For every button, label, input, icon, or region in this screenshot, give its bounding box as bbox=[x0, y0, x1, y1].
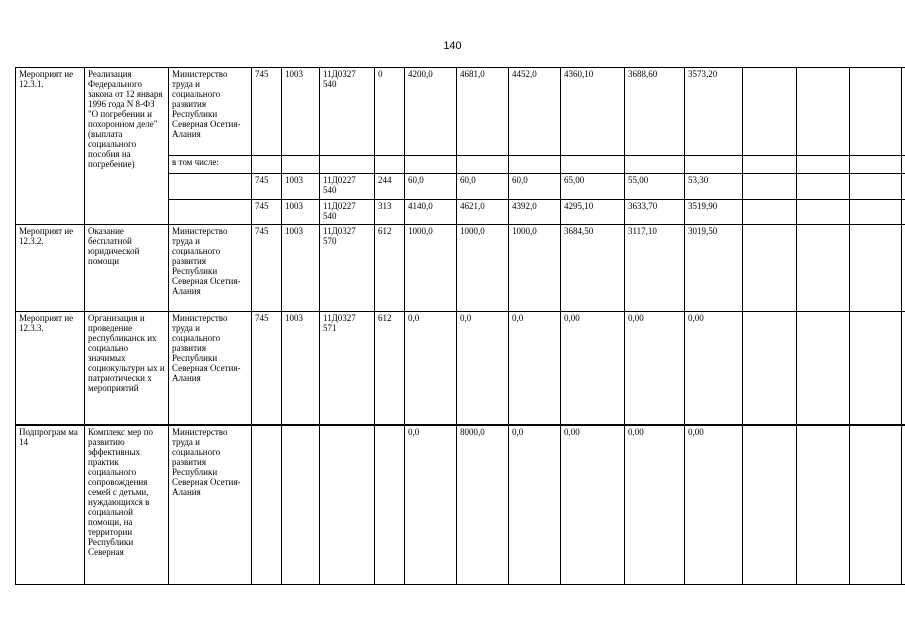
empty-cell bbox=[902, 425, 905, 585]
including-label: в том числе: bbox=[169, 156, 252, 174]
amount-cell: 0,0 bbox=[457, 312, 509, 425]
vr-cell: 612 bbox=[375, 225, 405, 312]
csr-cell: 11Д0327 571 bbox=[320, 312, 375, 425]
event-id-cell: Мероприят ие 12.3.1. bbox=[16, 68, 85, 225]
rzpr-cell: 1003 bbox=[282, 225, 320, 312]
empty-cell bbox=[252, 425, 282, 585]
empty-cell bbox=[797, 174, 850, 200]
page-number: 140 bbox=[443, 40, 462, 52]
vr-cell: 612 bbox=[375, 312, 405, 425]
empty-cell bbox=[850, 68, 902, 156]
amount-cell: 4681,0 bbox=[457, 68, 509, 156]
amount-cell: 1000,0 bbox=[405, 225, 457, 312]
amount-cell: 55,00 bbox=[625, 174, 685, 200]
amount-cell: 8000,0 bbox=[457, 425, 509, 585]
rzpr-cell: 1003 bbox=[282, 312, 320, 425]
amount-cell: 3019,50 bbox=[685, 225, 743, 312]
empty-cell bbox=[850, 200, 902, 225]
event-id-cell: Мероприят ие 12.3.2. bbox=[16, 225, 85, 312]
amount-cell: 0,0 bbox=[509, 425, 561, 585]
empty-cell bbox=[405, 156, 457, 174]
amount-cell: 0,0 bbox=[405, 425, 457, 585]
empty-cell bbox=[375, 425, 405, 585]
executor-cell: Министерство труда и социального развития Республики Северная Осетия-Алания bbox=[169, 225, 252, 312]
empty-cell bbox=[850, 225, 902, 312]
csr-cell: 11Д0227 540 bbox=[320, 200, 375, 225]
amount-cell: 4140,0 bbox=[405, 200, 457, 225]
empty-cell bbox=[743, 225, 797, 312]
empty-cell bbox=[797, 312, 850, 425]
amount-cell: 4200,0 bbox=[405, 68, 457, 156]
amount-cell: 53,30 bbox=[685, 174, 743, 200]
amount-cell: 0,0 bbox=[509, 312, 561, 425]
empty-cell bbox=[797, 156, 850, 174]
empty-cell bbox=[169, 174, 252, 200]
empty-cell bbox=[320, 156, 375, 174]
empty-cell bbox=[902, 156, 905, 174]
empty-cell bbox=[169, 200, 252, 225]
empty-cell bbox=[282, 156, 320, 174]
empty-cell bbox=[743, 68, 797, 156]
empty-cell bbox=[375, 156, 405, 174]
amount-cell: 60,0 bbox=[457, 174, 509, 200]
csr-cell: 11Д0327 570 bbox=[320, 225, 375, 312]
vr-cell: 0 bbox=[375, 68, 405, 156]
amount-cell: 0,00 bbox=[625, 425, 685, 585]
table-row bbox=[16, 312, 905, 425]
empty-cell bbox=[850, 425, 902, 585]
amount-cell: 4452,0 bbox=[509, 68, 561, 156]
rzpr-cell: 1003 bbox=[282, 68, 320, 156]
table-row bbox=[16, 225, 905, 312]
amount-cell: 1000,0 bbox=[457, 225, 509, 312]
amount-cell: 0,00 bbox=[625, 312, 685, 425]
empty-cell bbox=[902, 68, 905, 156]
amount-cell: 0,00 bbox=[561, 425, 625, 585]
grbs-cell: 745 bbox=[252, 312, 282, 425]
grbs-cell: 745 bbox=[252, 225, 282, 312]
event-id-cell: Подпрограм ма 14 bbox=[16, 425, 85, 585]
executor-cell: Министерство труда и социального развития Республики Северная Осетия-Алания bbox=[169, 425, 252, 585]
vr-cell: 244 bbox=[375, 174, 405, 200]
amount-cell: 3573,20 bbox=[685, 68, 743, 156]
empty-cell bbox=[902, 225, 905, 312]
empty-cell bbox=[743, 312, 797, 425]
grbs-cell: 745 bbox=[252, 68, 282, 156]
amount-cell: 4295,10 bbox=[561, 200, 625, 225]
vr-cell: 313 bbox=[375, 200, 405, 225]
empty-cell bbox=[850, 156, 902, 174]
amount-cell: 0,00 bbox=[685, 425, 743, 585]
empty-cell bbox=[282, 425, 320, 585]
empty-cell bbox=[743, 200, 797, 225]
amount-cell: 65,00 bbox=[561, 174, 625, 200]
amount-cell: 60,0 bbox=[509, 174, 561, 200]
amount-cell: 3117,10 bbox=[625, 225, 685, 312]
grbs-cell: 745 bbox=[252, 174, 282, 200]
empty-cell bbox=[797, 425, 850, 585]
rzpr-cell: 1003 bbox=[282, 174, 320, 200]
empty-cell bbox=[320, 425, 375, 585]
empty-cell bbox=[902, 174, 905, 200]
budget-table bbox=[15, 67, 905, 585]
empty-cell bbox=[902, 200, 905, 225]
event-name-cell: Комплекс мер по развитию эффективных практик социального сопровождения семей с детьми, нуждающихся в социальной помощи, на территории Республики Северная bbox=[85, 425, 169, 585]
amount-cell: 0,00 bbox=[685, 312, 743, 425]
amount-cell: 3688,60 bbox=[625, 68, 685, 156]
grbs-cell: 745 bbox=[252, 200, 282, 225]
executor-cell: Министерство труда и социального развития Республики Северная Осетия-Алания bbox=[169, 68, 252, 156]
csr-cell: 11Д0327 540 bbox=[320, 68, 375, 156]
event-name-cell: Оказание бесплатной юридической помощи bbox=[85, 225, 169, 312]
empty-cell bbox=[561, 156, 625, 174]
empty-cell bbox=[797, 225, 850, 312]
empty-cell bbox=[743, 174, 797, 200]
amount-cell: 3684,50 bbox=[561, 225, 625, 312]
amount-cell: 60,0 bbox=[405, 174, 457, 200]
csr-cell: 11Д0227 540 bbox=[320, 174, 375, 200]
amount-cell: 4392,0 bbox=[509, 200, 561, 225]
amount-cell: 4621,0 bbox=[457, 200, 509, 225]
empty-cell bbox=[509, 156, 561, 174]
empty-cell bbox=[252, 156, 282, 174]
empty-cell bbox=[625, 156, 685, 174]
event-name-cell: Реализация Федерального закона от 12 января 1996 года N 8-ФЗ "О погребении и похоронном деле" (выплата социального пособия на погребение) bbox=[85, 68, 169, 225]
empty-cell bbox=[902, 312, 905, 425]
empty-cell bbox=[743, 156, 797, 174]
table-row bbox=[16, 68, 905, 156]
empty-cell bbox=[797, 200, 850, 225]
empty-cell bbox=[850, 174, 902, 200]
event-id-cell: Мероприят ие 12.3.3. bbox=[16, 312, 85, 425]
amount-cell: 3633,70 bbox=[625, 200, 685, 225]
executor-cell: Министерство труда и социального развития Республики Северная Осетия-Алания bbox=[169, 312, 252, 425]
amount-cell: 1000,0 bbox=[509, 225, 561, 312]
amount-cell: 0,00 bbox=[561, 312, 625, 425]
event-name-cell: Организация и проведение республиканск их социально значимых социокультурн ых и патриотически х мероприятий bbox=[85, 312, 169, 425]
rzpr-cell: 1003 bbox=[282, 200, 320, 225]
table-row bbox=[16, 425, 905, 585]
amount-cell: 4360,10 bbox=[561, 68, 625, 156]
empty-cell bbox=[797, 68, 850, 156]
amount-cell: 0,0 bbox=[405, 312, 457, 425]
empty-cell bbox=[743, 425, 797, 585]
empty-cell bbox=[457, 156, 509, 174]
amount-cell: 3519,90 bbox=[685, 200, 743, 225]
empty-cell bbox=[850, 312, 902, 425]
empty-cell bbox=[685, 156, 743, 174]
